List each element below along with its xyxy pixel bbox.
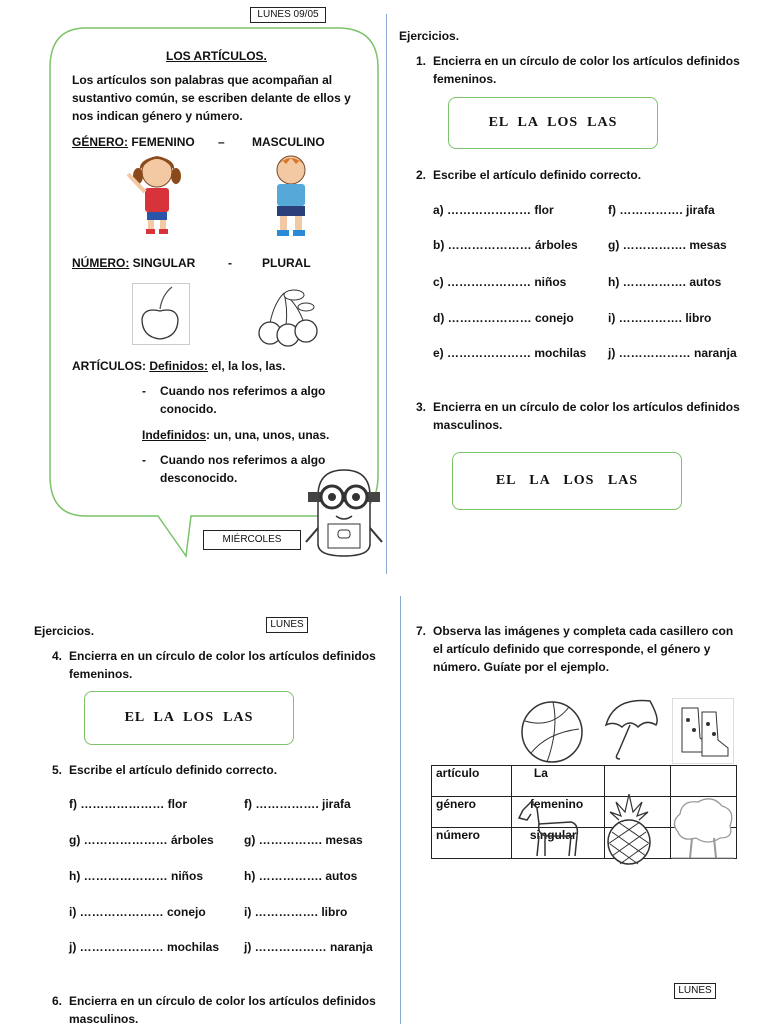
fill-item-top[interactable]: a) ………………… flor: [433, 203, 554, 217]
numero-line: [72, 254, 195, 272]
ex1-num: 1.: [416, 54, 427, 68]
ex1-articles-box[interactable]: EL LA LOS LAS: [448, 97, 658, 149]
fill-item-bottom[interactable]: j) ………………… mochilas: [69, 940, 220, 954]
cherries-image: [254, 283, 320, 349]
ex3-num: 3.: [416, 400, 427, 414]
genero-masc: MASCULINO: [252, 135, 325, 149]
ex4-articles-box[interactable]: EL LA LOS LAS: [84, 691, 294, 745]
ex6-num: 6.: [52, 994, 63, 1008]
ex5-text: Escribe el artículo definido correcto.: [69, 763, 278, 777]
genero-dash: –: [218, 135, 225, 149]
fill-item-top[interactable]: b) ………………… árboles: [433, 238, 578, 252]
ex4-text: Encierra en un círculo de color los artículos definidos femeninos.: [69, 649, 376, 681]
indefinidos-label: Indefinidos: [142, 428, 206, 442]
fill-item-top[interactable]: e) ………………… mochilas: [433, 346, 587, 360]
definidos-list: el, la los, las.: [211, 359, 286, 373]
bubble-title: LOS ARTÍCULOS.: [166, 49, 267, 63]
definidos-use: Cuando nos referimos a algo conocido.: [160, 384, 326, 416]
fill-item-bottom[interactable]: g) ……………. mesas: [244, 833, 363, 847]
date-tag-lunes-mid: LUNES: [266, 617, 308, 633]
ex7-text: Observa las imágenes y completa cada casillero con el artículo definido que corresponde, el género y número. Guíate por el ejemplo.: [433, 624, 734, 674]
girl-image: [120, 152, 194, 236]
ex4-num: 4.: [52, 649, 63, 663]
bullet-2: -: [142, 453, 146, 467]
ex3-text: Encierra en un círculo de color los artículos definidos masculinos.: [433, 400, 740, 432]
date-tag-top: LUNES 09/05: [250, 7, 326, 23]
pineapple-image: [604, 792, 654, 866]
boy-image: [262, 152, 320, 240]
ex2-text: Escribe el artículo definido correcto.: [433, 168, 642, 182]
numero-dash: -: [228, 256, 232, 270]
indefinidos-use: Cuando nos referimos a algo desconocido.: [160, 453, 326, 485]
fill-item-top[interactable]: i) ……………. libro: [608, 311, 712, 325]
numero-plural: PLURAL: [262, 256, 311, 270]
ex6-text: Encierra en un círculo de color los artículos definidos masculinos.: [69, 994, 376, 1026]
fill-item-bottom[interactable]: h) ………………… niños: [69, 869, 203, 883]
fill-item-bottom[interactable]: i) ………………… conejo: [69, 905, 206, 919]
ejercicios-heading-top: Ejercicios.: [399, 29, 460, 43]
row-label: artículo: [432, 766, 512, 797]
numero-sing: SINGULAR: [132, 256, 196, 270]
indefinidos-line: [142, 426, 329, 444]
ex7-num: 7.: [416, 624, 427, 638]
example-cell: singular: [511, 828, 604, 859]
genero-fem: FEMENINO: [131, 135, 195, 149]
row-label: número: [432, 828, 512, 859]
umbrella-image: [600, 695, 662, 761]
date-tag-lunes-bottom: LUNES: [674, 983, 716, 999]
ball-image: [517, 699, 587, 765]
trees-image: [668, 792, 738, 862]
bottom-divider: [400, 596, 401, 1024]
ex1-text: Encierra en un círculo de color los artículos definidos femeninos.: [433, 54, 740, 86]
example-cell: femenino: [511, 797, 604, 828]
numero-label: NÚMERO:: [72, 256, 130, 270]
articulos-label: ARTÍCULOS:: [72, 359, 146, 373]
example-cell: La: [511, 766, 604, 797]
indefinidos-list: : un, una, unos, unas.: [206, 428, 330, 442]
genero-label: GÉNERO:: [72, 135, 129, 149]
single-cherry-image: [132, 283, 190, 345]
bubble-intro: Los artículos son palabras que acompañan al sustantivo común, se escriben delante de ellos y nos indican género y número.: [72, 73, 351, 123]
fill-item-bottom[interactable]: h) ……………. autos: [244, 869, 358, 883]
fill-item-top[interactable]: c) ………………… niños: [433, 275, 567, 289]
ex5-num: 5.: [52, 763, 63, 777]
fill-item-bottom[interactable]: j) ……………… naranja: [244, 940, 373, 954]
fill-item-bottom[interactable]: g) ………………… árboles: [69, 833, 214, 847]
fill-item-top[interactable]: h) ……………. autos: [608, 275, 722, 289]
row-label: género: [432, 797, 512, 828]
bullet-1: -: [142, 384, 146, 398]
fill-item-top[interactable]: f) ……………. jirafa: [608, 203, 715, 217]
horse-image: [515, 796, 585, 862]
fill-item-top[interactable]: j) ……………… naranja: [608, 346, 737, 360]
ex2-num: 2.: [416, 168, 427, 182]
minion-image: [298, 466, 390, 560]
boots-image: [672, 698, 734, 764]
fill-item-top[interactable]: g) ……………. mesas: [608, 238, 727, 252]
ejercicios-heading-bottom: Ejercicios.: [34, 624, 95, 638]
articulos-line: [72, 357, 285, 375]
date-tag-miercoles: MIÉRCOLES: [203, 530, 301, 550]
fill-item-bottom[interactable]: f) ………………… flor: [69, 797, 187, 811]
definidos-label: Definidos:: [149, 359, 209, 373]
fill-item-top[interactable]: d) ………………… conejo: [433, 311, 574, 325]
fill-item-bottom[interactable]: i) ……………. libro: [244, 905, 348, 919]
ex3-articles-box[interactable]: EL LA LOS LAS: [452, 452, 682, 510]
fill-item-bottom[interactable]: f) ……………. jirafa: [244, 797, 351, 811]
